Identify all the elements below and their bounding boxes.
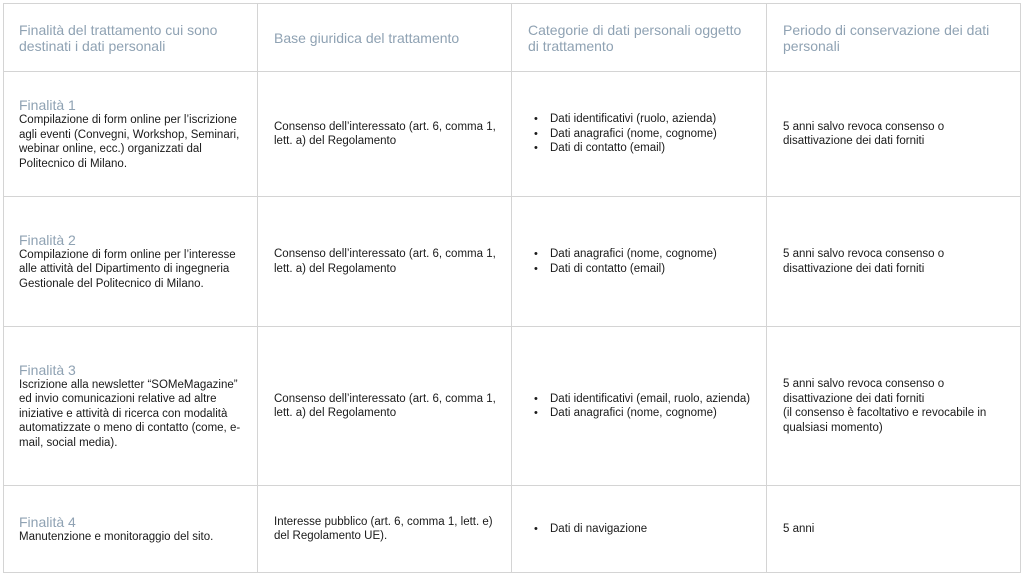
finalita-label: Finalità 2 [19,231,76,248]
privacy-table [3,3,1021,573]
finalita-cell [4,72,258,197]
finalita-label: Finalità 1 [19,97,76,113]
base-giuridica-cell: Interesse pubblico (art. 6, comma 1, lett. e) del Regolamento UE). [258,486,512,573]
periodo-cell [767,197,1021,327]
table-row [4,197,1021,327]
finalita-description: Compilazione di form online per l’interesse alle attività del Dipartimento di ingegneria Gestionale del Politecnico di Milano. [19,248,236,290]
retention-text: 5 anni [783,522,815,535]
table-header-row [4,4,1021,72]
category-item: • Dati identificativi (ruolo, azienda) [550,112,752,127]
categorie-cell [512,72,767,197]
category-item: • Dati di contatto (email) [550,262,752,277]
finalita-label: Finalità 4 [19,513,76,530]
finalita-description: Iscrizione alla newsletter “SOMeMagazine” ed invio comunicazioni relative ad altre iniziative e attività di ricerca con modalità automatizzate o meno di contatto (come, e-mail, social media). [19,378,241,449]
finalita-description: Manutenzione e monitoraggio del sito. [19,530,214,543]
header-base-giuridica: Base giuridica del trattamento [258,4,512,72]
periodo-cell [767,486,1021,573]
base-giuridica-cell: Consenso dell’interessato (art. 6, comma 1, lett. a) del Regolamento [258,72,512,197]
category-item: • Dati anagrafici (nome, cognome) [550,406,752,421]
categorie-cell [512,197,767,327]
category-item: • Dati anagrafici (nome, cognome) [550,247,752,262]
table-row [4,486,1021,573]
periodo-cell [767,72,1021,197]
finalita-cell [4,197,258,327]
finalita-label: Finalità 3 [19,361,76,378]
finalita-description: Compilazione di form online per l’iscrizione agli eventi (Convegni, Workshop, Seminari, webinar online, ecc.) organizzati dal Politecnico di Milano. [19,114,240,170]
table-row [4,72,1021,197]
categorie-cell [512,486,767,573]
category-item: • Dati identificativi (email, ruolo, azienda) [550,392,752,407]
finalita-cell [4,327,258,486]
finalita-cell [4,486,258,573]
category-item: • Dati di contatto (email) [550,141,752,156]
base-giuridica-cell: Consenso dell’interessato (art. 6, comma 1, lett. a) del Regolamento [258,197,512,327]
periodo-cell [767,327,1021,486]
categories-list [528,247,752,276]
retention-text: 5 anni salvo revoca consenso o disattivazione dei dati forniti [783,248,945,275]
categories-list [528,112,752,156]
categories-list [528,522,752,537]
retention-text: 5 anni salvo revoca consenso o disattivazione dei dati forniti [783,120,945,147]
category-item: • Dati di navigazione [550,522,752,537]
header-periodo: Periodo di conservazione dei dati personali [767,4,1021,72]
table-row [4,327,1021,486]
category-item: • Dati anagrafici (nome, cognome) [550,127,752,142]
categorie-cell [512,327,767,486]
categories-list [528,392,752,421]
retention-note: (il consenso è facoltativo e revocabile in qualsiasi momento) [783,407,987,434]
base-giuridica-cell: Consenso dell’interessato (art. 6, comma 1, lett. a) del Regolamento [258,327,512,486]
header-categorie: Categorie di dati personali oggetto di trattamento [512,4,767,72]
header-finalita: Finalità del trattamento cui sono destinati i dati personali [4,4,258,72]
retention-text: 5 anni salvo revoca consenso o disattivazione dei dati forniti [783,378,945,405]
